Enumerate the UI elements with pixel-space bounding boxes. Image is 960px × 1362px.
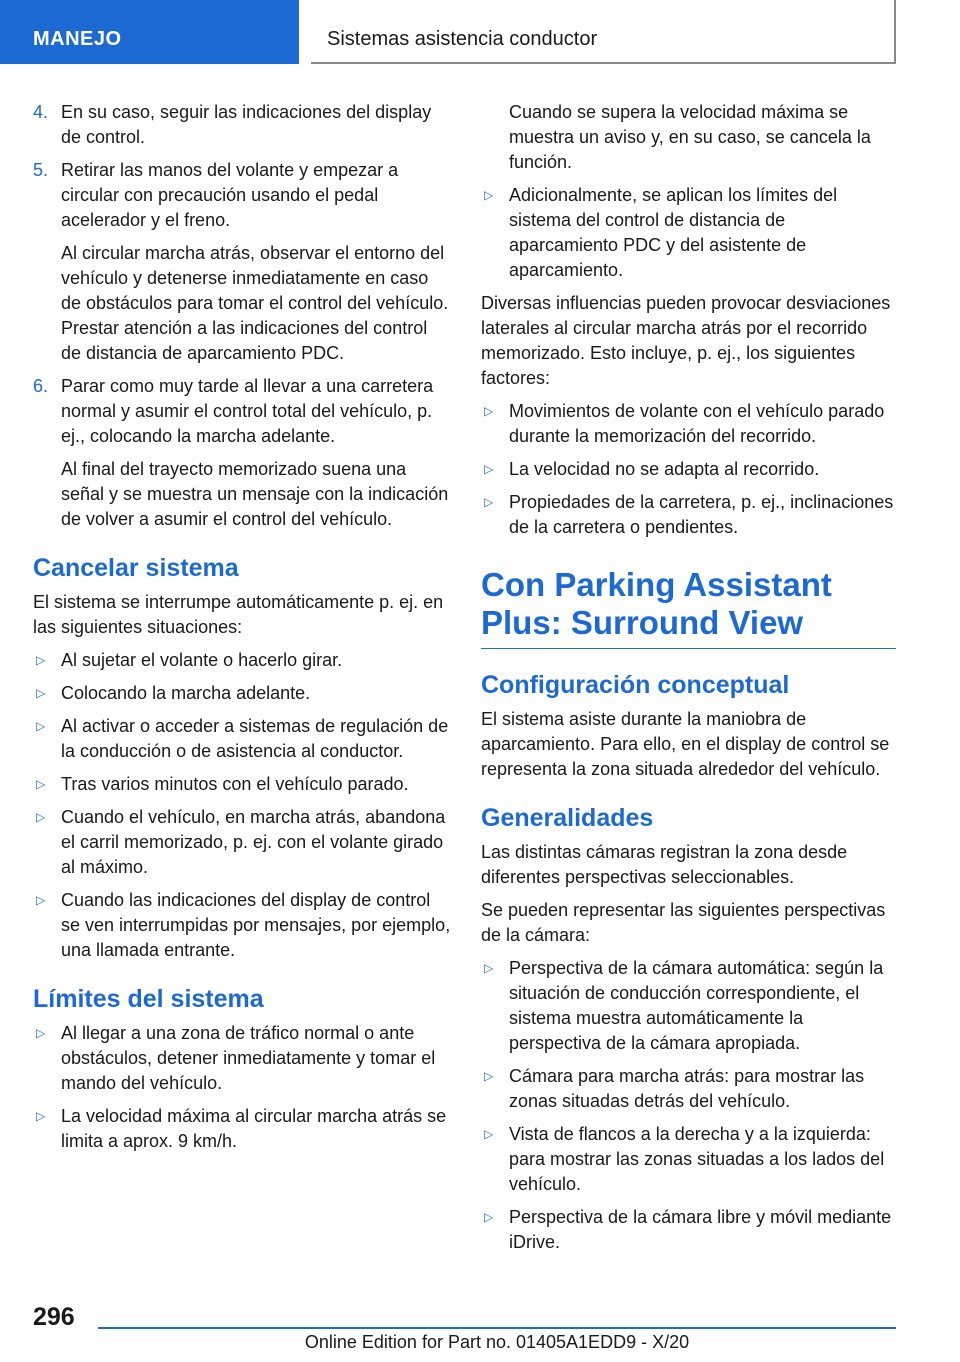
list-item: ▷ Tras varios minutos con el vehículo parado. — [33, 772, 451, 797]
list-item: ▷ Cuando el vehículo, en marcha atrás, abandona el carril memorizado, p. ej. con el volante girado al máximo. — [36, 807, 446, 877]
step-text: En su caso, seguir las indicaciones del display de control. — [61, 102, 432, 147]
concept-heading: Configuración conceptual — [481, 671, 790, 699]
list-item: ▷ Perspectiva de la cámara libre y móvil mediante iDrive. — [484, 1207, 892, 1252]
footer-divider — [98, 1327, 896, 1329]
general-text-1: Las distintas cámaras registran la zona desde diferentes perspectivas seleccionables. — [481, 842, 848, 887]
general-text-2: Se pueden representar las siguientes perspectivas de la cámara: — [481, 900, 886, 945]
triangle-bullet-icon: ▷ — [36, 686, 46, 700]
step-text: Retirar las manos del volante y empezar a circular con precaución usando el pedal acelerador y el freno. — [61, 160, 399, 230]
triangle-bullet-icon: ▷ — [484, 1127, 494, 1141]
step-6 — [33, 374, 451, 449]
list-item: ▷ Colocando la marcha adelante. — [33, 681, 451, 706]
surround-view-heading: Con Parking Assistant Plus: Surround View — [481, 566, 896, 649]
list-item: ▷ La velocidad no se adapta al recorrido. — [481, 457, 896, 482]
list-item: ▷ Cuando las indicaciones del display de control se ven interrumpidas por mensajes, por ejemplo, una llamada entrante. — [36, 890, 451, 960]
list-item: ▷ Propiedades de la carretera, p. ej., inclinaciones de la carretera o pendientes. — [484, 492, 894, 537]
deviation-paragraph: Diversas influencias pueden provocar desviaciones laterales al circular marcha atrás por el recorrido memorizado. Esto incluye, p. ej., los siguientes factores: — [481, 293, 891, 388]
list-item: ▷ Adicionalmente, se aplican los límites del sistema del control de distancia de aparcamiento PDC y del asistente de aparcamiento. — [484, 185, 838, 280]
cancel-intro: El sistema se interrumpe automáticamente p. ej. en las siguientes situaciones: — [33, 592, 444, 637]
list-item: ▷ Vista de flancos a la derecha y a la izquierda: para mostrar las zonas situadas a los lados del vehículo. — [484, 1124, 885, 1194]
page-number: 296 — [33, 1303, 75, 1331]
triangle-bullet-icon: ▷ — [484, 495, 494, 509]
step-4 — [33, 100, 451, 150]
triangle-bullet-icon: ▷ — [484, 1210, 494, 1224]
triangle-bullet-icon: ▷ — [36, 893, 46, 907]
right-column — [481, 100, 896, 1263]
concept-text: El sistema asiste durante la maniobra de aparcamiento. Para ello, en el display de control se representa la zona situada alrededor del vehículo. — [481, 709, 890, 779]
chapter-title: Sistemas asistencia conductor — [327, 28, 598, 50]
step-note: Al circular marcha atrás, observar el entorno del vehículo y detenerse inmediatamente en caso de obstáculos para tomar el control del vehículo. Prestar atención a las indicaciones del control de distancia de aparcamiento PDC. — [61, 243, 449, 363]
triangle-bullet-icon: ▷ — [36, 810, 46, 824]
triangle-bullet-icon: ▷ — [36, 1109, 46, 1123]
list-item: ▷ La velocidad máxima al circular marcha atrás se limita a aprox. 9 km/h. — [36, 1106, 447, 1151]
section-tab — [0, 0, 299, 64]
list-item: ▷ Cámara para marcha atrás: para mostrar las zonas situadas detrás del vehículo. — [484, 1066, 865, 1111]
triangle-bullet-icon: ▷ — [36, 777, 46, 791]
list-item: ▷ Movimientos de volante con el vehículo parado durante la memorización del recorrido. — [484, 401, 885, 446]
limits-heading: Límites del sistema — [33, 985, 264, 1013]
limits-list — [33, 1021, 451, 1154]
chapter-header — [311, 0, 896, 64]
triangle-bullet-icon: ▷ — [484, 404, 494, 418]
triangle-bullet-icon: ▷ — [36, 653, 46, 667]
step-number: 6. — [33, 376, 49, 396]
cancel-list — [33, 648, 451, 963]
step-number: 5. — [33, 160, 49, 180]
limits-continued: Cuando se supera la velocidad máxima se muestra un aviso y, en su caso, se cancela la función. — [509, 102, 871, 172]
edition-note: Online Edition for Part no. 01405A1EDD9 - X/20 — [304, 1332, 690, 1352]
left-column — [33, 100, 451, 1162]
general-heading: Generalidades — [481, 804, 654, 832]
list-item: ▷ Al activar o acceder a sistemas de regulación de la conducción o de asistencia al conductor. — [36, 716, 449, 761]
step-text: Parar como muy tarde al llevar a una carretera normal y asumir el control total del vehículo, p. ej., colocando la marcha adelante. — [61, 376, 434, 446]
limits-list-cont — [481, 183, 896, 283]
cancel-heading: Cancelar sistema — [33, 554, 239, 582]
section-label: MANEJO — [33, 28, 122, 50]
list-item: ▷ Al sujetar el volante o hacerlo girar. — [33, 648, 451, 673]
list-item: ▷ Al llegar a una zona de tráfico normal o ante obstáculos, detener inmediatamente y tomar el mando del vehículo. — [36, 1023, 436, 1093]
step-note: Al final del trayecto memorizado suena una señal y se muestra un mensaje con la indicación de volver a asumir el control del vehículo. — [61, 459, 449, 529]
triangle-bullet-icon: ▷ — [484, 1069, 494, 1083]
triangle-bullet-icon: ▷ — [484, 961, 494, 975]
triangle-bullet-icon: ▷ — [484, 462, 494, 476]
list-item: ▷ Perspectiva de la cámara automática: según la situación de conducción correspondiente, el sistema muestra automáticamente la perspectiva de la cámara apropiada. — [484, 958, 884, 1053]
triangle-bullet-icon: ▷ — [484, 188, 494, 202]
step-number: 4. — [33, 102, 49, 122]
triangle-bullet-icon: ▷ — [36, 1026, 46, 1040]
factors-list — [481, 399, 896, 540]
triangle-bullet-icon: ▷ — [36, 719, 46, 733]
step-5 — [33, 158, 451, 233]
perspectives-list — [481, 956, 896, 1255]
